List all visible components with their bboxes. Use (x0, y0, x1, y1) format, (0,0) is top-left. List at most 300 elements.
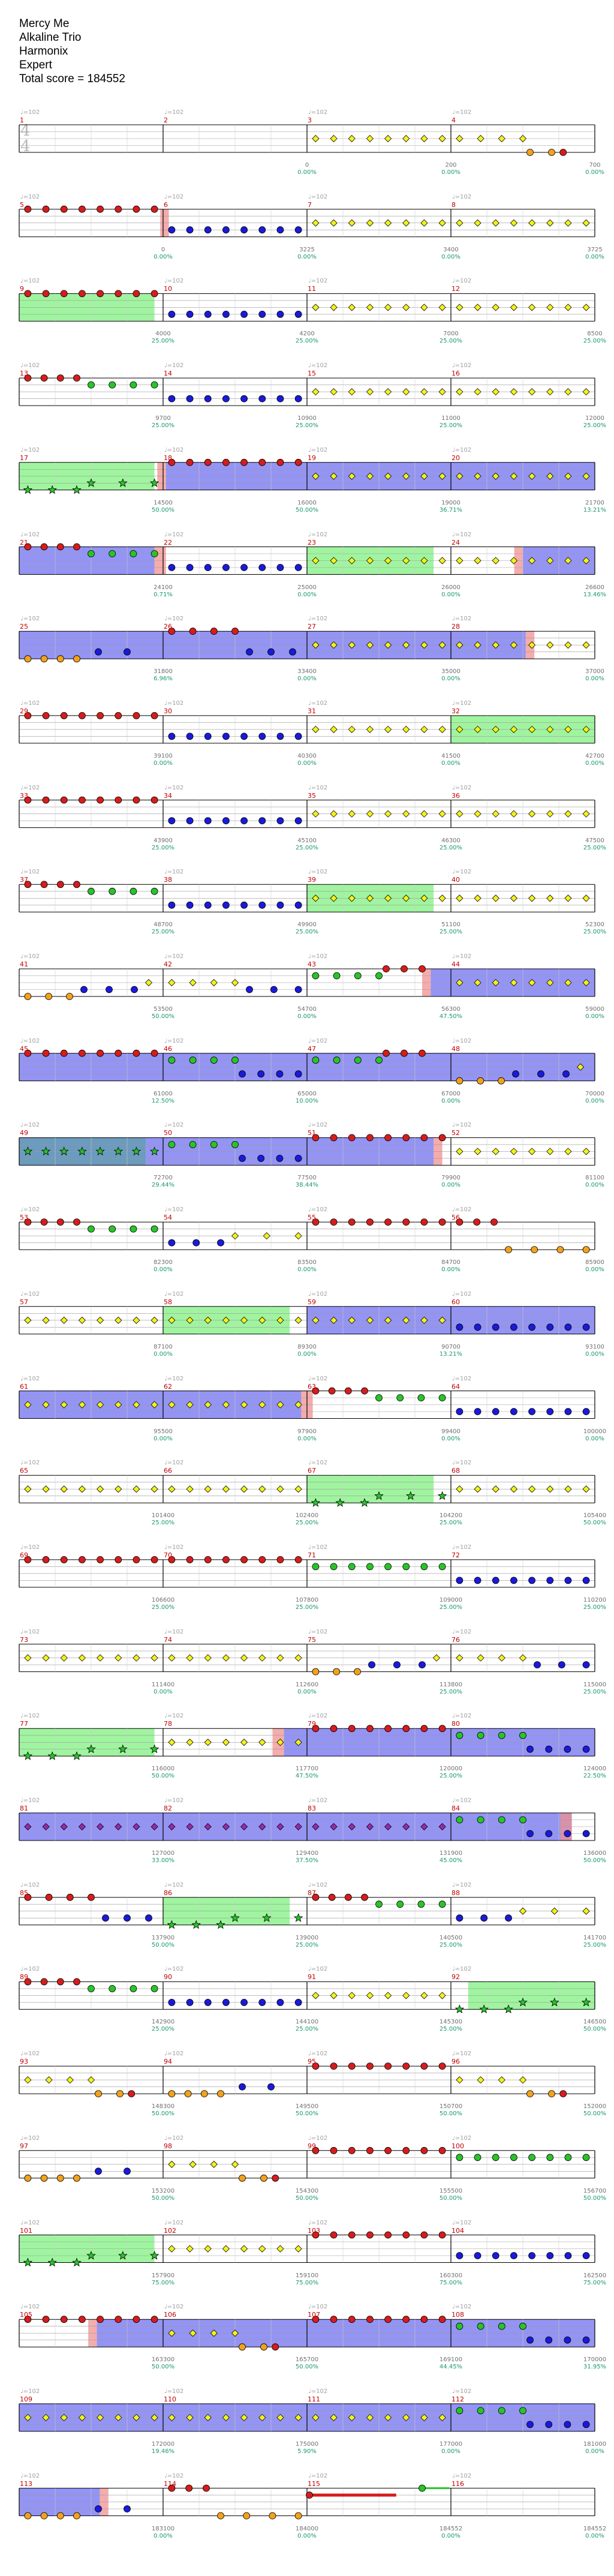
measure-number: 56 (452, 1214, 460, 1222)
red-note (61, 206, 67, 212)
yellow-note (421, 136, 428, 142)
yellow-note (67, 2077, 73, 2083)
measure-number: 79 (308, 1720, 316, 1728)
orange-note (25, 2175, 31, 2181)
tempo-marker: ♩=102 (164, 784, 184, 791)
yellow-note (168, 1486, 175, 1493)
blue-note (538, 1071, 544, 1077)
tempo-marker: ♩=102 (20, 2304, 40, 2311)
measure-score: 170000 (583, 2356, 607, 2364)
tempo-marker: ♩=102 (164, 616, 184, 623)
measure-score: 11000 (441, 415, 460, 422)
measure-percent: 50.00% (151, 2110, 175, 2118)
measure-number: 74 (164, 1635, 172, 1644)
yellow-note (186, 2245, 193, 2252)
yellow-note (366, 810, 373, 817)
yellow-note (133, 1486, 140, 1493)
blue-note (295, 1155, 302, 1161)
blue-note (510, 1324, 517, 1331)
measure-percent: 50.00% (583, 2110, 607, 2118)
measure-number: 47 (308, 1044, 316, 1053)
yellow-note (168, 980, 175, 986)
blue-note (95, 2506, 102, 2512)
green-note (109, 888, 116, 894)
measure-number: 71 (308, 1551, 316, 1559)
measure-number: 40 (452, 876, 460, 884)
tempo-marker: ♩=102 (452, 2472, 472, 2479)
red-note (79, 1050, 85, 1056)
tempo-marker: ♩=102 (164, 2388, 184, 2395)
blue-note (204, 1999, 211, 2005)
red-note (151, 1556, 158, 1563)
red-note (366, 2147, 373, 2154)
blue-note (529, 1324, 535, 1331)
red-note (421, 2063, 428, 2070)
blue-note (241, 902, 248, 908)
tempo-marker: ♩=102 (20, 1628, 40, 1635)
yellow-note (474, 220, 481, 226)
measure-percent: 0.00% (585, 253, 604, 260)
red-note (439, 2147, 446, 2154)
orange-note (218, 2091, 224, 2097)
yellow-note (330, 389, 337, 395)
measure-score: 184552 (439, 2525, 463, 2532)
red-note (61, 1050, 67, 1056)
red-note (348, 1134, 355, 1141)
orange-note (333, 1668, 340, 1675)
tempo-marker: ♩=102 (20, 2388, 40, 2395)
green-note (168, 1057, 175, 1064)
tempo-marker: ♩=102 (20, 362, 40, 370)
measure-number: 23 (308, 538, 316, 547)
blue-note (295, 311, 302, 317)
yellow-note (61, 1655, 67, 1661)
green-note (376, 1901, 383, 1908)
green-note (583, 2154, 589, 2161)
yellow-note (366, 304, 373, 311)
tempo-marker: ♩=102 (308, 2472, 328, 2479)
measure-number: 81 (20, 1805, 28, 1812)
measure-number: 85 (20, 1889, 28, 1897)
tempo-marker: ♩=102 (20, 278, 40, 285)
tempo-marker: ♩=102 (452, 531, 472, 538)
tempo-marker: ♩=102 (308, 278, 328, 285)
measure-percent: 75.00% (295, 2279, 319, 2286)
green-note (565, 2154, 571, 2161)
red-note (439, 2232, 446, 2238)
blue-note (259, 1999, 266, 2005)
red-note (41, 375, 47, 382)
tempo-marker: ♩=102 (452, 1797, 472, 1804)
yellow-note (348, 810, 355, 817)
yellow-note (295, 1486, 302, 1493)
tempo-marker: ♩=102 (164, 1290, 184, 1298)
yellow-note (565, 220, 571, 226)
blue-note (492, 2253, 499, 2259)
measure-percent: 25.00% (583, 422, 607, 430)
green-note (130, 1985, 137, 1992)
yellow-note (498, 2077, 505, 2083)
yellow-note (348, 304, 355, 311)
measure-score: 45100 (297, 837, 317, 844)
red-note (79, 797, 85, 803)
yellow-note (456, 557, 463, 564)
red-note (385, 1134, 392, 1141)
blue-note (546, 2421, 552, 2428)
yellow-note (312, 389, 319, 395)
yellow-note (529, 810, 535, 817)
tempo-marker: ♩=102 (164, 1966, 184, 1973)
blue-note (369, 1662, 375, 1668)
blue-note (295, 733, 302, 740)
tempo-marker: ♩=102 (20, 2472, 40, 2479)
blue-note (241, 227, 248, 233)
tempo-marker: ♩=102 (308, 1290, 328, 1298)
red-note (383, 1050, 390, 1056)
red-note (403, 1219, 410, 1226)
tempo-marker: ♩=102 (452, 1544, 472, 1551)
yellow-note (456, 1655, 463, 1661)
blue-note (290, 648, 296, 655)
measure-percent: 29.44% (151, 1182, 175, 1189)
yellow-note (312, 726, 319, 732)
measure-score: 99400 (441, 1428, 460, 1435)
red-note (421, 2316, 428, 2323)
measure-score: 19000 (441, 499, 460, 506)
red-note (61, 712, 67, 719)
tempo-marker: ♩=102 (20, 1290, 40, 1298)
yellow-note (565, 895, 571, 902)
measure-score: 26600 (585, 584, 604, 591)
measure-score: 48700 (154, 921, 173, 929)
orange-note (185, 2091, 191, 2097)
tempo-marker: ♩=102 (452, 2134, 472, 2142)
tempo-marker: ♩=102 (452, 1122, 472, 1129)
measure-number: 100 (452, 2142, 464, 2150)
yellow-note (421, 810, 428, 817)
tempo-marker: ♩=102 (164, 699, 184, 707)
measure-score: 51100 (441, 921, 460, 929)
tempo-marker: ♩=102 (452, 699, 472, 707)
tempo-marker: ♩=102 (164, 953, 184, 960)
yellow-note (492, 895, 499, 902)
blue-note (456, 2253, 463, 2259)
measure-number: 107 (308, 2311, 320, 2319)
green-note (109, 1985, 116, 1992)
blue-note (513, 1071, 519, 1077)
tempo-marker: ♩=102 (164, 1797, 184, 1804)
red-note (439, 1725, 446, 1732)
yellow-note (277, 1486, 284, 1493)
orange-note (74, 2175, 80, 2181)
blue-note (204, 395, 211, 402)
orange-note (261, 2175, 267, 2181)
measure-score: 9700 (155, 415, 171, 422)
orange-note (41, 2175, 47, 2181)
tempo-marker: ♩=102 (452, 784, 472, 791)
blue-note (583, 1830, 589, 1837)
blue-note (277, 733, 284, 740)
red-note (151, 1050, 158, 1056)
measure-score: 155500 (439, 2187, 463, 2194)
yellow-note (222, 1739, 229, 1746)
yellow-note (330, 726, 337, 732)
yellow-note (330, 220, 337, 226)
yellow-note (520, 136, 526, 142)
measure-number: 68 (452, 1467, 460, 1475)
orange-note (456, 1077, 463, 1084)
yellow-note (385, 136, 392, 142)
tempo-marker: ♩=102 (308, 1797, 328, 1804)
measure-score: 43900 (154, 837, 173, 844)
red-note (43, 2316, 49, 2323)
yellow-note (232, 2161, 239, 2167)
red-note (43, 797, 49, 803)
yellow-note (151, 1486, 158, 1493)
green-note (477, 2323, 484, 2329)
measure-score: 184000 (295, 2525, 319, 2532)
measure-score: 105400 (583, 1512, 607, 1520)
measure-score: 172000 (151, 2440, 175, 2448)
measure-percent: 50.00% (583, 1520, 607, 1527)
red-note (151, 206, 158, 212)
measure-percent: 50.00% (295, 2110, 319, 2118)
yellow-note (25, 2077, 31, 2083)
red-note (74, 375, 80, 382)
green-note (477, 1817, 484, 1823)
red-note (259, 459, 266, 466)
measure-number: 106 (164, 2311, 176, 2319)
measure-score: 59000 (585, 1006, 604, 1013)
measure-number: 69 (20, 1551, 28, 1559)
measure-percent: 0.00% (154, 1688, 173, 1695)
blue-note (204, 565, 211, 571)
orange-note (201, 2091, 207, 2097)
measure-number: 29 (20, 707, 28, 715)
red-note (222, 1556, 229, 1563)
measure-number: 2 (164, 116, 168, 124)
yellow-note (583, 895, 589, 902)
measure-percent: 25.00% (295, 844, 319, 851)
yellow-note (439, 136, 446, 142)
measure-score: 40300 (297, 752, 317, 759)
measure-percent: 25.00% (295, 338, 319, 345)
tempo-marker: ♩=102 (308, 2219, 328, 2226)
red-note (348, 2316, 355, 2323)
measure-number: 115 (308, 2479, 320, 2488)
measure-score: 145300 (439, 2019, 463, 2026)
blue-note (168, 1999, 175, 2005)
blue-note (527, 1746, 534, 1752)
measure-number: 35 (308, 791, 316, 800)
measure-percent: 25.00% (439, 1604, 463, 1611)
measure-score: 77500 (297, 1175, 317, 1182)
red-note (79, 206, 85, 212)
red-note (222, 459, 229, 466)
red-note (385, 2232, 392, 2238)
green-note (403, 1563, 410, 1570)
red-note (133, 1556, 140, 1563)
yellow-note (241, 1655, 248, 1661)
measure-score: 95500 (154, 1428, 173, 1435)
measure-number: 82 (164, 1805, 172, 1812)
green-note (397, 1901, 404, 1908)
measure-score: 181000 (583, 2440, 607, 2448)
blue-note (186, 733, 193, 740)
yellow-note (456, 810, 463, 817)
blue-note (168, 227, 175, 233)
blue-note (510, 1577, 517, 1584)
measure-score: 175000 (295, 2440, 319, 2448)
yellow-note (366, 1992, 373, 1999)
yellow-note (168, 1655, 175, 1661)
tempo-marker: ♩=102 (308, 193, 328, 200)
red-note (133, 2316, 140, 2323)
green-note (333, 1057, 340, 1064)
orange-note (261, 2344, 267, 2350)
blue-note (258, 1071, 264, 1077)
measure-percent: 25.00% (439, 338, 463, 345)
orange-note (57, 2512, 64, 2519)
measure-score: 65000 (297, 1090, 317, 1097)
green-note (130, 888, 137, 894)
red-note (46, 1894, 52, 1901)
orange-note (527, 2091, 534, 2097)
tempo-marker: ♩=102 (164, 2050, 184, 2058)
measure-number: 58 (164, 1298, 172, 1306)
green-note (151, 1985, 158, 1992)
measure-number: 95 (308, 2058, 316, 2066)
measure-score: 113800 (439, 1681, 463, 1688)
measure-percent: 13.21% (583, 506, 607, 514)
yellow-note (79, 1655, 85, 1661)
yellow-note (385, 220, 392, 226)
time-signature-top: 4 (20, 122, 31, 140)
measure-score: 131900 (439, 1850, 463, 1857)
yellow-note (277, 1655, 284, 1661)
measure-number: 8 (452, 200, 456, 209)
blue-note (546, 1830, 552, 1837)
measure-percent: 10.00% (295, 1097, 319, 1104)
tempo-marker: ♩=102 (308, 616, 328, 623)
measure-score: 4000 (155, 331, 171, 338)
tempo-marker: ♩=102 (452, 1966, 472, 1973)
blue-note (583, 1577, 589, 1584)
measure-number: 43 (308, 960, 316, 968)
measure-score: 4200 (299, 331, 315, 338)
red-note (241, 459, 248, 466)
green-note (232, 1057, 239, 1064)
tempo-marker: ♩=102 (452, 278, 472, 285)
red-note (362, 1388, 368, 1394)
yellow-note (189, 2161, 196, 2167)
tempo-marker: ♩=102 (308, 2050, 328, 2058)
yellow-note (330, 1992, 337, 1999)
blue-note (510, 2253, 517, 2259)
measure-percent: 25.00% (151, 844, 175, 851)
measure-percent: 0.00% (441, 591, 460, 598)
measure-score: 24100 (154, 584, 173, 591)
measure-number: 7 (308, 200, 312, 209)
red-note (277, 459, 284, 466)
measure-number: 27 (308, 623, 316, 631)
tempo-marker: ♩=102 (308, 1544, 328, 1551)
green-note (456, 1732, 463, 1739)
green-note (210, 1141, 217, 1148)
yellow-note (439, 810, 446, 817)
yellow-note (547, 810, 553, 817)
tempo-marker: ♩=102 (452, 1881, 472, 1889)
measure-number: 5 (20, 200, 24, 209)
red-note (419, 966, 426, 972)
blue-note (546, 1746, 552, 1752)
measure-score: 54700 (297, 1006, 317, 1013)
red-note (439, 1134, 446, 1141)
yellow-note (366, 220, 373, 226)
yellow-note (456, 389, 463, 395)
blue-note (277, 565, 284, 571)
tempo-marker: ♩=102 (20, 531, 40, 538)
measure-number: 104 (452, 2226, 464, 2235)
song-source: Harmonix (19, 45, 68, 58)
yellow-note (456, 136, 463, 142)
measure-score: 200 (445, 162, 457, 169)
yellow-note (439, 304, 446, 311)
tempo-marker: ♩=102 (452, 1206, 472, 1214)
yellow-note (456, 220, 463, 226)
blue-note (565, 1577, 571, 1584)
red-note (43, 1050, 49, 1056)
yellow-note (312, 1992, 319, 1999)
measure-score: 33400 (297, 668, 317, 675)
measure-score: 140500 (439, 1934, 463, 1941)
yellow-note (547, 895, 553, 902)
measure-number: 91 (308, 1973, 316, 1981)
yellow-note (456, 1148, 463, 1155)
green-note (151, 551, 158, 557)
measure-percent: 25.00% (439, 422, 463, 430)
measure-number: 101 (20, 2226, 32, 2235)
measure-score: 3225 (299, 246, 315, 253)
yellow-note (498, 1655, 505, 1661)
measure-percent: 50.00% (439, 2194, 463, 2202)
blue-note (131, 986, 138, 993)
measure-score: 72700 (154, 1175, 173, 1182)
green-note (385, 1563, 392, 1570)
blue-note (204, 902, 211, 908)
measure-score: 156700 (583, 2187, 607, 2194)
yellow-note (439, 1992, 446, 1999)
measure-percent: 0.00% (297, 169, 317, 176)
red-note (366, 1134, 373, 1141)
blue-note (492, 1324, 499, 1331)
blue-note (295, 395, 302, 402)
measure-number: 78 (164, 1720, 172, 1728)
measure-score: 177000 (439, 2440, 463, 2448)
blue-note (456, 1409, 463, 1415)
red-note (401, 1050, 408, 1056)
measure-percent: 25.00% (583, 338, 607, 345)
yellow-note (565, 810, 571, 817)
measure-number: 36 (452, 791, 460, 800)
measure-percent: 0.00% (297, 759, 317, 767)
measure-number: 92 (452, 1973, 460, 1981)
orange-note (25, 993, 31, 1000)
tempo-marker: ♩=102 (308, 1966, 328, 1973)
measure-percent: 25.00% (583, 1941, 607, 1948)
measure-percent: 0.00% (585, 2448, 604, 2455)
yellow-note (241, 1739, 248, 1746)
